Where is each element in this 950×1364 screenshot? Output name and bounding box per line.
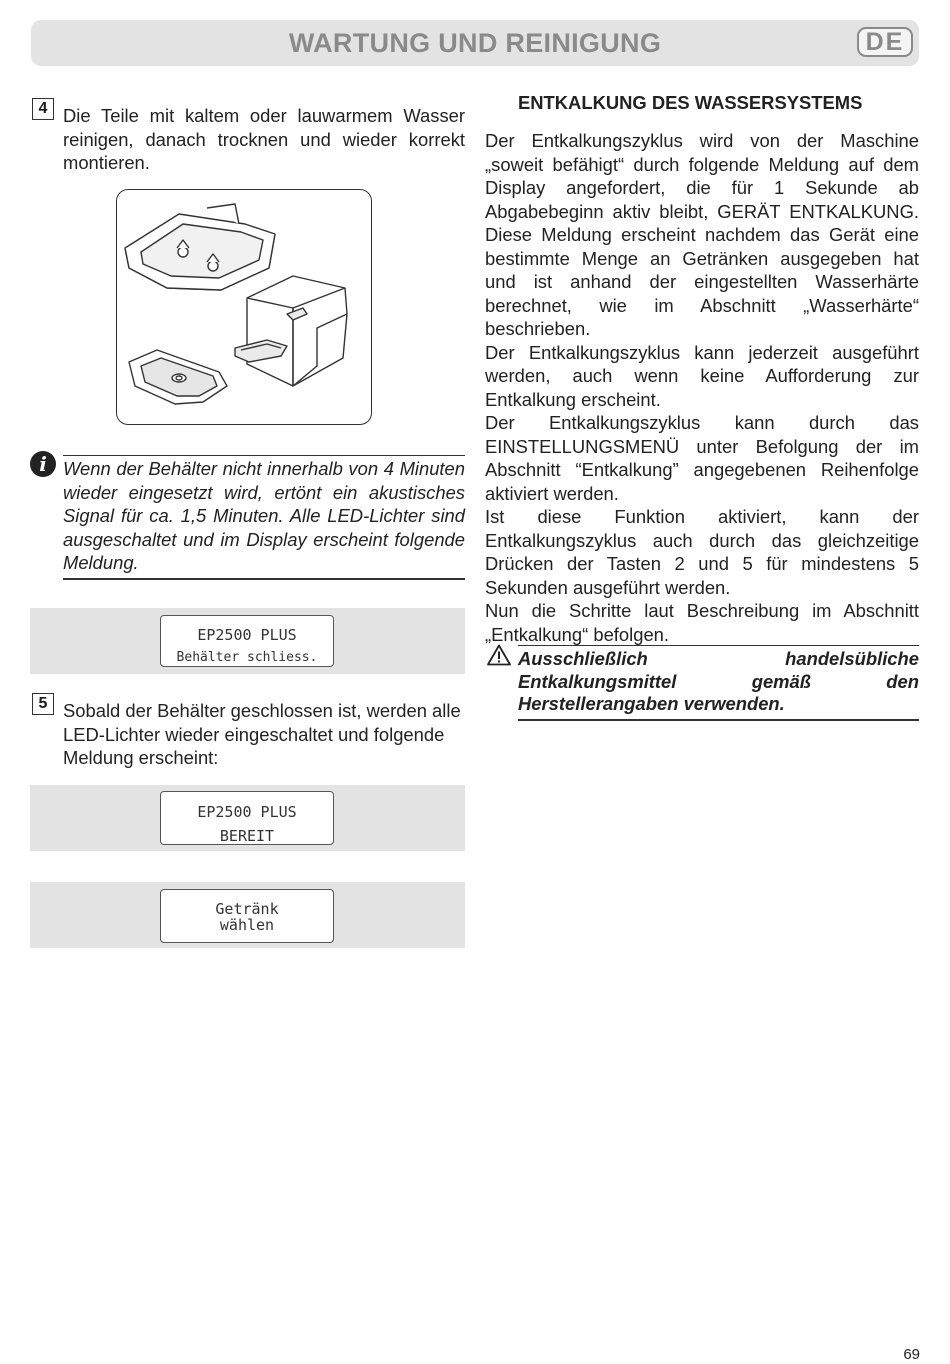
step-5-text: Sobald der Behälter geschlossen ist, werden alle LED-Lichter wieder eingeschaltet und folgende Meldung erscheint: bbox=[63, 700, 461, 768]
tank-parts-drawing bbox=[117, 190, 370, 423]
water-tank-parts-illustration bbox=[116, 189, 372, 425]
info-note-text: Wenn der Behälter nicht innerhalb von 4 Minuten wieder eingesetzt wird, ertönt ein akustisches Signal für ca. 1,5 Minuten. Alle LED-Lichter sind ausgeschaltet und im Display erscheint folgende Meldung. bbox=[63, 458, 465, 573]
paragraph: Der Entkalkungszyklus wird von der Maschine „soweit befähigt“ durch folgende Meldung auf dem Display angefordert, die für 1 Sekunde ab Abgabebeginn aktiv bleibt, GERÄT ENTKALKUNG. Diese Meldung erscheint nachdem das Gerät eine bestimmte Menge an Getränken ausgegeben hat und ist anhand der eingestellten Wasserhärte berechnet, wie im Abschnitt „Wasserhärte“ beschrieben. bbox=[485, 130, 919, 339]
step-number-5: 5 bbox=[32, 693, 54, 715]
paragraph: Der Entkalkungszyklus kann durch das EINSTELLUNGSMENÜ unter Befolgung der im Abschnitt “Entkalkung” angegebenen Reihenfolge aktiviert werden. bbox=[485, 412, 919, 504]
lcd-display-1 bbox=[160, 615, 334, 667]
page-header bbox=[31, 20, 919, 66]
note-top-rule bbox=[63, 455, 465, 456]
step-number-4: 4 bbox=[32, 98, 54, 120]
lcd-3-line-1: Getränk bbox=[215, 900, 279, 918]
display-panel-2 bbox=[30, 785, 465, 851]
descaling-text bbox=[485, 129, 919, 646]
lcd-2-line-1: EP2500 PLUS bbox=[197, 803, 297, 821]
lcd-1-line-2: Behälter schliess. bbox=[176, 650, 318, 665]
page-number: 69 bbox=[903, 1346, 920, 1363]
warning-text: Ausschließlich handelsübliche Entkalkungsmittel gemäß den Herstellerangaben verwenden. bbox=[518, 648, 919, 714]
language-badge: DE bbox=[857, 27, 913, 57]
display-panel-3 bbox=[30, 882, 465, 948]
warning-bottom-rule bbox=[518, 719, 919, 721]
section-title: ENTKALKUNG DES WASSERSYSTEMS bbox=[518, 92, 863, 113]
info-icon: i bbox=[30, 451, 56, 477]
note-bottom-rule bbox=[63, 578, 465, 580]
lcd-3-line-2: wählen bbox=[219, 916, 275, 934]
paragraph: Ist diese Funktion aktiviert, kann der Entkalkungszyklus auch durch das gleichzeitige Drücken der Tasten 2 und 5 für mindestens 5 Sekunden ausgeführt werden. bbox=[485, 506, 919, 598]
paragraph: Der Entkalkungszyklus kann jederzeit ausgeführt werden, auch wenn keine Aufforderung zur Entkalkung erscheint. bbox=[485, 341, 919, 410]
lcd-display-2 bbox=[160, 791, 334, 845]
lcd-2-line-2: BEREIT bbox=[219, 827, 275, 845]
display-panel-1 bbox=[30, 608, 465, 674]
warning-triangle-icon bbox=[487, 644, 511, 666]
lcd-1-line-1: EP2500 PLUS bbox=[197, 626, 297, 644]
lcd-display-3 bbox=[160, 889, 334, 943]
step-4-text: Die Teile mit kaltem oder lauwarmem Wasser reinigen, danach trocknen und wieder korrekt montieren. bbox=[63, 105, 465, 173]
paragraph: Nun die Schritte laut Beschreibung im Abschnitt „Entkalkung“ befolgen. bbox=[485, 600, 919, 645]
warning-top-rule bbox=[518, 645, 919, 646]
page-title: WARTUNG UND REINIGUNG bbox=[288, 28, 662, 58]
